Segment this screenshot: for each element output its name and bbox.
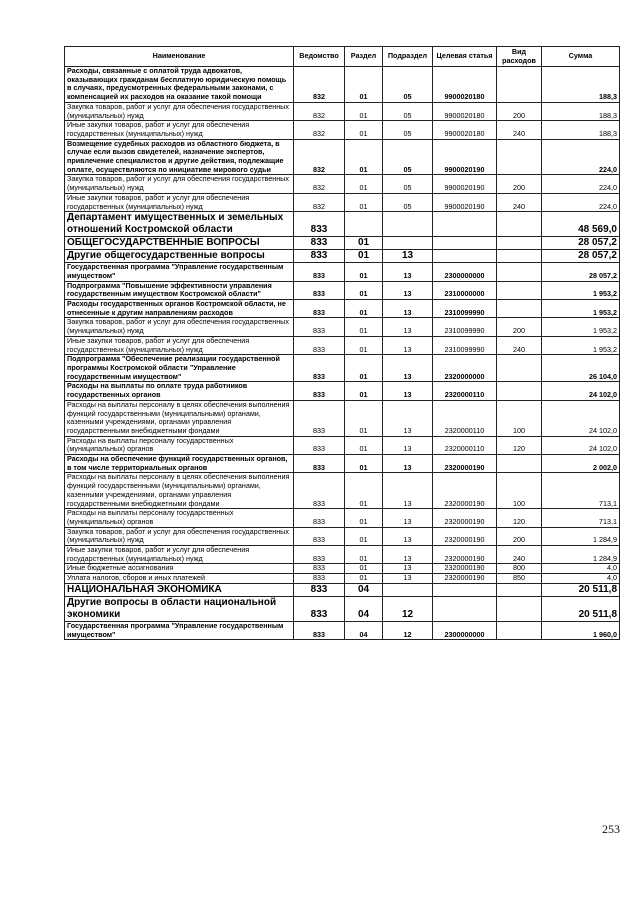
row-expense-type-cell: 850 <box>497 574 542 584</box>
row-subsection-cell: 13 <box>383 336 433 354</box>
row-subsection-cell: 05 <box>383 175 433 193</box>
row-section-cell: 04 <box>345 621 383 639</box>
row-name-cell: Государственная программа "Управление государственным имуществом" <box>65 263 294 281</box>
row-subsection-cell <box>383 583 433 596</box>
row-expense-type-cell: 240 <box>497 121 542 139</box>
row-amount-cell: 224,0 <box>542 139 620 175</box>
header-subsection: Подраздел <box>383 47 433 67</box>
row-section-cell: 04 <box>345 596 383 621</box>
table-row <box>65 175 620 193</box>
row-amount-cell: 48 569,0 <box>542 212 620 237</box>
row-section-cell: 01 <box>345 400 383 436</box>
table-row <box>65 212 620 237</box>
table-row <box>65 527 620 545</box>
row-section-cell: 01 <box>345 527 383 545</box>
row-expense-type-cell: 200 <box>497 527 542 545</box>
row-name-cell: Расходы на обеспечение функций государственных органов, в том числе территориальных органов <box>65 455 294 473</box>
row-section-cell: 01 <box>345 300 383 318</box>
row-target-article-cell: 2320000190 <box>433 564 497 574</box>
row-target-article-cell: 2320000190 <box>433 574 497 584</box>
row-target-article-cell: 9900020180 <box>433 102 497 120</box>
row-department-cell: 833 <box>294 355 345 382</box>
row-department-cell: 833 <box>294 509 345 527</box>
table-row <box>65 382 620 400</box>
table-row <box>65 237 620 250</box>
row-name-cell: Иные закупки товаров, работ и услуг для обеспечения государственных (муниципальных) нужд <box>65 121 294 139</box>
row-subsection-cell: 12 <box>383 596 433 621</box>
row-amount-cell: 713,1 <box>542 509 620 527</box>
row-department-cell: 833 <box>294 527 345 545</box>
row-name-cell: НАЦИОНАЛЬНАЯ ЭКОНОМИКА <box>65 583 294 596</box>
row-expense-type-cell: 200 <box>497 318 542 336</box>
row-amount-cell: 1 953,2 <box>542 336 620 354</box>
row-amount-cell: 28 057,2 <box>542 263 620 281</box>
row-amount-cell: 1 953,2 <box>542 281 620 299</box>
header-amount: Сумма <box>542 47 620 67</box>
row-section-cell <box>345 212 383 237</box>
row-name-cell: Подпрограмма "Обеспечение реализации государственной программы Костромской области "Управление государственным имуществом" <box>65 355 294 382</box>
row-section-cell: 01 <box>345 564 383 574</box>
row-section-cell: 01 <box>345 193 383 211</box>
row-subsection-cell: 13 <box>383 355 433 382</box>
row-subsection-cell: 13 <box>383 250 433 263</box>
table-header-row <box>65 47 620 67</box>
row-target-article-cell: 2320000190 <box>433 509 497 527</box>
row-expense-type-cell <box>497 382 542 400</box>
table-body <box>65 67 620 640</box>
row-amount-cell: 224,0 <box>542 193 620 211</box>
row-department-cell: 833 <box>294 564 345 574</box>
row-name-cell: Расходы, связанные с оплатой труда адвокатов, оказывающих гражданам бесплатную юридическую помощь в случаях, предусмотренных федеральными законами, с компенсацией их расходов на оказание такой помощи <box>65 67 294 103</box>
row-section-cell: 01 <box>345 281 383 299</box>
row-amount-cell: 4,0 <box>542 564 620 574</box>
row-amount-cell: 188,3 <box>542 121 620 139</box>
row-target-article-cell <box>433 583 497 596</box>
row-target-article-cell: 9900020190 <box>433 139 497 175</box>
row-department-cell: 833 <box>294 596 345 621</box>
row-target-article-cell: 9900020180 <box>433 67 497 103</box>
table-row <box>65 250 620 263</box>
row-target-article-cell: 2320000190 <box>433 527 497 545</box>
row-name-cell: Уплата налогов, сборов и иных платежей <box>65 574 294 584</box>
row-name-cell: ОБЩЕГОСУДАРСТВЕННЫЕ ВОПРОСЫ <box>65 237 294 250</box>
row-subsection-cell: 13 <box>383 527 433 545</box>
row-amount-cell: 28 057,2 <box>542 250 620 263</box>
row-department-cell: 833 <box>294 436 345 454</box>
row-name-cell: Закупка товаров, работ и услуг для обеспечения государственных (муниципальных) нужд <box>65 318 294 336</box>
row-department-cell: 833 <box>294 336 345 354</box>
row-department-cell: 833 <box>294 583 345 596</box>
row-section-cell: 01 <box>345 382 383 400</box>
table-row <box>65 67 620 103</box>
row-target-article-cell: 9900020190 <box>433 175 497 193</box>
row-subsection-cell: 13 <box>383 574 433 584</box>
row-subsection-cell: 13 <box>383 436 433 454</box>
row-subsection-cell: 05 <box>383 139 433 175</box>
row-department-cell: 833 <box>294 263 345 281</box>
row-expense-type-cell <box>497 621 542 639</box>
row-department-cell: 832 <box>294 67 345 103</box>
row-amount-cell: 188,3 <box>542 67 620 103</box>
row-target-article-cell: 2300000000 <box>433 263 497 281</box>
row-name-cell: Департамент имущественных и земельных отношений Костромской области <box>65 212 294 237</box>
row-expense-type-cell <box>497 212 542 237</box>
row-department-cell: 833 <box>294 318 345 336</box>
row-expense-type-cell: 100 <box>497 400 542 436</box>
row-expense-type-cell <box>497 583 542 596</box>
row-name-cell: Расходы государственных органов Костромской области, не отнесенные к другим направлениям расходов <box>65 300 294 318</box>
row-expense-type-cell <box>497 67 542 103</box>
row-subsection-cell: 13 <box>383 300 433 318</box>
row-section-cell: 01 <box>345 237 383 250</box>
row-expense-type-cell <box>497 263 542 281</box>
row-target-article-cell <box>433 237 497 250</box>
budget-table <box>64 46 620 640</box>
row-department-cell: 833 <box>294 212 345 237</box>
row-subsection-cell: 12 <box>383 621 433 639</box>
row-name-cell: Закупка товаров, работ и услуг для обеспечения государственных (муниципальных) нужд <box>65 527 294 545</box>
row-expense-type-cell: 240 <box>497 336 542 354</box>
row-amount-cell: 713,1 <box>542 473 620 509</box>
row-department-cell: 832 <box>294 121 345 139</box>
row-subsection-cell: 05 <box>383 67 433 103</box>
table-row <box>65 473 620 509</box>
row-expense-type-cell: 800 <box>497 564 542 574</box>
table-row <box>65 400 620 436</box>
row-expense-type-cell <box>497 250 542 263</box>
table-row <box>65 139 620 175</box>
row-subsection-cell: 13 <box>383 455 433 473</box>
row-target-article-cell: 2320000190 <box>433 455 497 473</box>
table-row <box>65 300 620 318</box>
table-row <box>65 281 620 299</box>
row-expense-type-cell <box>497 281 542 299</box>
row-name-cell: Другие общегосударственные вопросы <box>65 250 294 263</box>
row-subsection-cell <box>383 237 433 250</box>
row-department-cell: 833 <box>294 250 345 263</box>
row-section-cell: 01 <box>345 355 383 382</box>
row-subsection-cell: 13 <box>383 400 433 436</box>
header-section: Раздел <box>345 47 383 67</box>
row-subsection-cell: 13 <box>383 318 433 336</box>
row-name-cell: Возмещение судебных расходов из областного бюджета, в случае если вызов свидетелей, назначение экспертов, привлечение специалистов и другие действия, подлежащие оплате, осуществляются по инициативе мирового судьи <box>65 139 294 175</box>
row-target-article-cell <box>433 250 497 263</box>
row-expense-type-cell <box>497 455 542 473</box>
row-section-cell: 04 <box>345 583 383 596</box>
row-department-cell: 832 <box>294 139 345 175</box>
header-target-article: Целевая статья <box>433 47 497 67</box>
row-amount-cell: 1 960,0 <box>542 621 620 639</box>
row-department-cell: 833 <box>294 400 345 436</box>
row-department-cell: 833 <box>294 382 345 400</box>
table-row <box>65 596 620 621</box>
table-row <box>65 436 620 454</box>
row-department-cell: 833 <box>294 237 345 250</box>
row-name-cell: Подпрограмма "Повышение эффективности управления государственным имуществом Костромской области" <box>65 281 294 299</box>
row-department-cell: 833 <box>294 546 345 564</box>
row-name-cell: Расходы на выплаты персоналу государственных (муниципальных) органов <box>65 509 294 527</box>
row-target-article-cell <box>433 596 497 621</box>
row-name-cell: Иные закупки товаров, работ и услуг для обеспечения государственных (муниципальных) нужд <box>65 336 294 354</box>
row-amount-cell: 1 284,9 <box>542 527 620 545</box>
table-row <box>65 455 620 473</box>
table-row <box>65 263 620 281</box>
row-target-article-cell: 2310099990 <box>433 318 497 336</box>
row-expense-type-cell <box>497 300 542 318</box>
row-target-article-cell: 2320000110 <box>433 400 497 436</box>
row-subsection-cell: 13 <box>383 564 433 574</box>
row-section-cell: 01 <box>345 336 383 354</box>
row-target-article-cell: 2310099990 <box>433 336 497 354</box>
row-expense-type-cell <box>497 355 542 382</box>
table-row <box>65 583 620 596</box>
row-department-cell: 833 <box>294 574 345 584</box>
row-subsection-cell: 05 <box>383 193 433 211</box>
table-row <box>65 564 620 574</box>
row-expense-type-cell: 120 <box>497 436 542 454</box>
row-name-cell: Закупка товаров, работ и услуг для обеспечения государственных (муниципальных) нужд <box>65 102 294 120</box>
row-subsection-cell: 13 <box>383 546 433 564</box>
row-section-cell: 01 <box>345 473 383 509</box>
row-target-article-cell: 2320000190 <box>433 473 497 509</box>
row-subsection-cell: 13 <box>383 473 433 509</box>
row-department-cell: 833 <box>294 300 345 318</box>
row-name-cell: Расходы на выплаты по оплате труда работников государственных органов <box>65 382 294 400</box>
row-amount-cell: 1 953,2 <box>542 318 620 336</box>
row-target-article-cell <box>433 212 497 237</box>
row-section-cell: 01 <box>345 139 383 175</box>
row-department-cell: 833 <box>294 455 345 473</box>
row-amount-cell: 20 511,8 <box>542 596 620 621</box>
budget-page <box>64 46 620 640</box>
row-expense-type-cell <box>497 139 542 175</box>
row-name-cell: Иные закупки товаров, работ и услуг для обеспечения государственных (муниципальных) нужд <box>65 546 294 564</box>
row-target-article-cell: 2310000000 <box>433 281 497 299</box>
row-section-cell: 01 <box>345 175 383 193</box>
row-amount-cell: 24 102,0 <box>542 436 620 454</box>
row-target-article-cell: 9900020190 <box>433 193 497 211</box>
row-target-article-cell: 2320000190 <box>433 546 497 564</box>
row-subsection-cell: 05 <box>383 102 433 120</box>
row-section-cell: 01 <box>345 263 383 281</box>
table-row <box>65 509 620 527</box>
row-expense-type-cell: 100 <box>497 473 542 509</box>
row-subsection-cell <box>383 212 433 237</box>
row-expense-type-cell: 200 <box>497 175 542 193</box>
table-row <box>65 121 620 139</box>
table-row <box>65 318 620 336</box>
row-section-cell: 01 <box>345 546 383 564</box>
header-expense-type: Вид расходов <box>497 47 542 67</box>
row-section-cell: 01 <box>345 574 383 584</box>
row-expense-type-cell: 120 <box>497 509 542 527</box>
row-department-cell: 833 <box>294 473 345 509</box>
row-section-cell: 01 <box>345 436 383 454</box>
row-target-article-cell: 2320000000 <box>433 355 497 382</box>
row-department-cell: 832 <box>294 175 345 193</box>
row-section-cell: 01 <box>345 250 383 263</box>
row-subsection-cell: 13 <box>383 382 433 400</box>
row-name-cell: Другие вопросы в области национальной экономики <box>65 596 294 621</box>
table-row <box>65 574 620 584</box>
header-name: Наименование <box>65 47 294 67</box>
row-subsection-cell: 13 <box>383 509 433 527</box>
row-amount-cell: 24 102,0 <box>542 400 620 436</box>
row-department-cell: 832 <box>294 193 345 211</box>
table-row <box>65 102 620 120</box>
row-target-article-cell: 9900020180 <box>433 121 497 139</box>
row-department-cell: 832 <box>294 102 345 120</box>
table-row <box>65 355 620 382</box>
row-name-cell: Расходы на выплаты персоналу в целях обеспечения выполнения функций государственными (муниципальными) органами, казенными учреждениями, органами управления государственными внебюджетными фондами <box>65 473 294 509</box>
header-department: Ведомство <box>294 47 345 67</box>
row-expense-type-cell <box>497 237 542 250</box>
row-name-cell: Иные бюджетные ассигнования <box>65 564 294 574</box>
table-row <box>65 336 620 354</box>
row-section-cell: 01 <box>345 102 383 120</box>
row-subsection-cell: 05 <box>383 121 433 139</box>
row-name-cell: Государственная программа "Управление государственным имуществом" <box>65 621 294 639</box>
row-section-cell: 01 <box>345 121 383 139</box>
row-target-article-cell: 2310099990 <box>433 300 497 318</box>
row-amount-cell: 4,0 <box>542 574 620 584</box>
table-row <box>65 546 620 564</box>
row-section-cell: 01 <box>345 455 383 473</box>
row-department-cell: 833 <box>294 621 345 639</box>
table-row <box>65 621 620 639</box>
row-amount-cell: 224,0 <box>542 175 620 193</box>
row-expense-type-cell: 200 <box>497 102 542 120</box>
row-subsection-cell: 13 <box>383 263 433 281</box>
row-amount-cell: 26 104,0 <box>542 355 620 382</box>
row-section-cell: 01 <box>345 509 383 527</box>
row-expense-type-cell <box>497 596 542 621</box>
row-amount-cell: 24 102,0 <box>542 382 620 400</box>
row-name-cell: Иные закупки товаров, работ и услуг для обеспечения государственных (муниципальных) нужд <box>65 193 294 211</box>
row-name-cell: Расходы на выплаты персоналу в целях обеспечения выполнения функций государственными (муниципальными) органами, казенными учреждениями, органами управления государственными внебюджетными фондами <box>65 400 294 436</box>
row-target-article-cell: 2320000110 <box>433 382 497 400</box>
row-amount-cell: 28 057,2 <box>542 237 620 250</box>
row-department-cell: 833 <box>294 281 345 299</box>
row-target-article-cell: 2320000110 <box>433 436 497 454</box>
row-expense-type-cell: 240 <box>497 546 542 564</box>
table-row <box>65 193 620 211</box>
row-amount-cell: 1 284,9 <box>542 546 620 564</box>
row-expense-type-cell: 240 <box>497 193 542 211</box>
page-number: 253 <box>602 822 620 836</box>
row-amount-cell: 20 511,8 <box>542 583 620 596</box>
row-name-cell: Закупка товаров, работ и услуг для обеспечения государственных (муниципальных) нужд <box>65 175 294 193</box>
row-subsection-cell: 13 <box>383 281 433 299</box>
row-target-article-cell: 2300000000 <box>433 621 497 639</box>
row-section-cell: 01 <box>345 67 383 103</box>
row-name-cell: Расходы на выплаты персоналу государственных (муниципальных) органов <box>65 436 294 454</box>
row-amount-cell: 188,3 <box>542 102 620 120</box>
row-section-cell: 01 <box>345 318 383 336</box>
row-amount-cell: 2 002,0 <box>542 455 620 473</box>
row-amount-cell: 1 953,2 <box>542 300 620 318</box>
